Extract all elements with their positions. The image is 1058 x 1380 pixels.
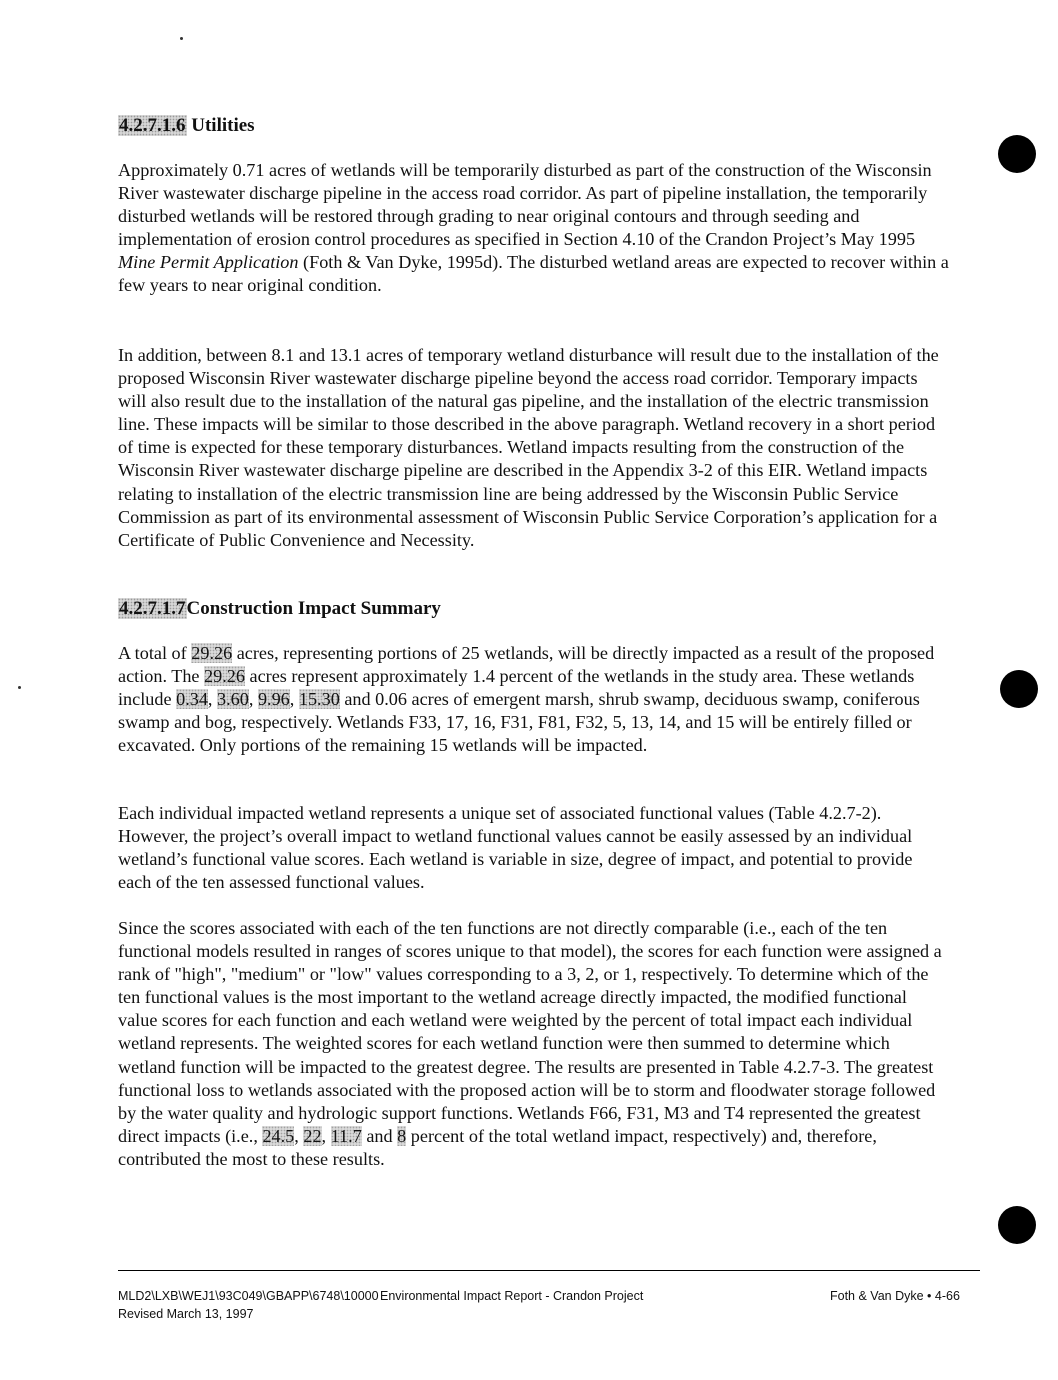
- highlighted-value: 8: [397, 1125, 407, 1146]
- separator: ,: [289, 689, 299, 710]
- paragraph-text: percent of the total wetland impact, respectively) and, therefore, contributed the most to these results.: [118, 1125, 877, 1169]
- highlighted-value: 22: [303, 1125, 322, 1146]
- highlighted-value: 15.30: [298, 689, 340, 710]
- scan-speck: [180, 37, 183, 40]
- section-heading-construction-impact: [118, 597, 441, 621]
- paragraph-text: (Foth & Van Dyke, 1995d). The disturbed wetland areas are expected to recover within a few years to near original condition.: [118, 252, 949, 296]
- footer-page-ref: [830, 1287, 960, 1305]
- binder-hole: [998, 1206, 1036, 1244]
- highlighted-value: 11.7: [330, 1125, 362, 1146]
- document-title-italic: Mine Permit Application: [118, 252, 299, 273]
- paragraph-text: Since the scores associated with each of the ten functions are not directly comparable (i.e., each of the ten functional models resulted in ranges of scores unique to that model), the scores for each function were assigned a rank of "high", "medium" or "low" values corresponding to a 3, 2, or 1, respectively. To determine which of the ten functional values is the most important to the wetland acreage directly impacted, the modified functional value scores for each function and each wetland were weighted by the percent of total impact each individual wetland represents. The weighted scores for each wetland function were then summed to determine which wetland function will be impacted to the greatest degree. The results are presented in Table 4.2.7-3. The greatest functional loss to wetlands associated with the proposed action will be to storm and floodwater storage followed by the water quality and hydrologic support functions. Wetlands F66, F31, M3 and T4 represented the greatest direct impacts (i.e.,: [118, 918, 942, 1146]
- separator: ,: [207, 689, 218, 710]
- paragraph-utilities-restoration: [118, 159, 950, 298]
- footer-path: MLD2\LXB\WEJ1\93C049\GBAPP\6748\10000: [118, 1289, 379, 1303]
- section-heading-utilities: [118, 114, 255, 138]
- binder-hole: [998, 135, 1036, 173]
- scan-speck: [18, 686, 21, 689]
- paragraph-functional-values: Each individual impacted wetland represents a unique set of associated functional values (Table 4.2.7-2). However, the project’s overall impact to wetland functional values cannot be easily assessed by an individual wetland’s functional value scores. Each wetland is variable in size, degree of impact, and potential to provide each of the ten assessed functional values.: [118, 803, 913, 893]
- section-number: 4.2.7.1.6: [119, 115, 186, 136]
- paragraph-impact-total: [118, 642, 950, 757]
- paragraph-text: acres represent approximately 1.4 percent of the wetlands in the study area. These wetlands include: [118, 666, 915, 710]
- page-number: 4-66: [934, 1289, 960, 1303]
- highlighted-value: 3.60: [217, 689, 249, 710]
- footer-rule: [118, 1270, 980, 1271]
- highlighted-value: 0.34: [176, 689, 208, 710]
- separator: ,: [294, 1125, 304, 1146]
- separator: ,: [248, 689, 258, 710]
- paragraph-text: A total of: [118, 643, 192, 663]
- paragraph-temporary-disturbance: In addition, between 8.1 and 13.1 acres of temporary wetland disturbance will result due to the installation of the proposed Wisconsin River wastewater discharge pipeline beyond the access road corridor. Temporary impacts will also result due to the installation of the natural gas pipeline, and the installation of the electric transmission line. These impacts will be similar to those described in the above paragraph. Wetland recovery in a short period of time is expected for these temporary disturbances. Wetland impacts resulting from the construction of the Wisconsin River wastewater discharge pipeline are described in the Appendix 3-2 of this EIR. Wetland impacts relating to installation of the electric transmission line are being addressed by the Wisconsin Public Service Commission as part of its environmental assessment of Wisconsin Public Service Corporation’s application for a Certificate of Public Convenience and Necessity.: [118, 345, 939, 550]
- footer-company: Foth & Van Dyke: [830, 1289, 924, 1303]
- footer-report-title: Environmental Impact Report - Crandon Project: [380, 1289, 644, 1303]
- section-title: Utilities: [191, 115, 255, 136]
- paragraph-scoring-method: [118, 917, 950, 1171]
- paragraph-text: and 0.06 acres of emergent marsh, shrub swamp, deciduous swamp, coniferous swamp and bog, respectively. Wetlands F33, 17, 16, F31, F81, F32, 5, 13, 14, and 15 will be entirely filled or excavated. Only portions of the remaining 15 wetlands will be impacted.: [118, 689, 920, 756]
- binder-hole: [1000, 670, 1038, 708]
- footer-bullet: •: [927, 1289, 932, 1303]
- section-title: Construction Impact Summary: [186, 598, 441, 619]
- footer-revised: Revised March 13, 1997: [118, 1307, 254, 1321]
- highlighted-value: 24.5: [262, 1125, 295, 1146]
- section-number: 4.2.7.1.7: [119, 598, 186, 619]
- paragraph-text: acres, representing portions of 25 wetlands, will be directly impacted as a result of the proposed action. The: [118, 643, 935, 687]
- separator: and: [361, 1125, 398, 1146]
- separator: ,: [321, 1125, 331, 1146]
- highlighted-value: 9.96: [257, 689, 290, 710]
- highlighted-value: 29.26: [191, 643, 233, 663]
- highlighted-value: 29.26: [204, 666, 245, 687]
- paragraph-text: Approximately 0.71 acres of wetlands will be temporarily disturbed as part of the construction of the Wisconsin River wastewater discharge pipeline in the access road corridor. As part of pipeline installation, the temporarily disturbed wetlands will be restored through grading to near original contours and through seeding and implementation of erosion control procedures as specified in Section 4.10 of the Crandon Project’s May 1995: [118, 160, 932, 250]
